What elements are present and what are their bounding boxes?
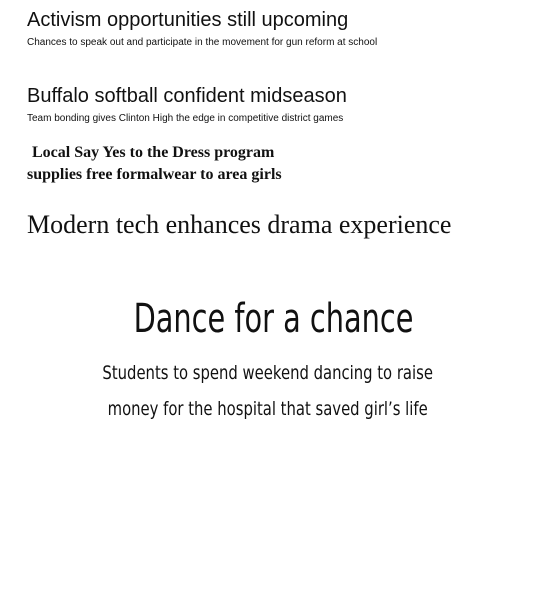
headline-line-2: supplies free formalwear to area girls: [27, 166, 282, 183]
headline: Buffalo softball confident midseason: [27, 85, 347, 107]
story-drama-tech: [27, 210, 451, 240]
feature-dek-line-2: money for the hospital that saved girl’s life: [107, 398, 428, 420]
story-say-yes-to-the-dress: [27, 142, 282, 186]
subheadline: Chances to speak out and participate in the movement for gun reform at school: [27, 37, 378, 48]
feature-dek-line-1: Students to spend weekend dancing to raise: [102, 362, 433, 384]
story-activism: [27, 9, 377, 49]
story-softball: [27, 85, 347, 125]
feature-story-dance: [0, 291, 542, 427]
feature-headline: Dance for a chance: [133, 296, 414, 342]
feature-dek: [56, 355, 479, 427]
headline: Activism opportunities still upcoming: [27, 9, 349, 31]
subheadline: Team bonding gives Clinton High the edge in competitive district games: [27, 113, 344, 124]
headline-line-1: Local Say Yes to the Dress program: [32, 144, 275, 161]
headline: Modern tech enhances drama experience: [27, 210, 452, 239]
headline: [27, 142, 282, 186]
